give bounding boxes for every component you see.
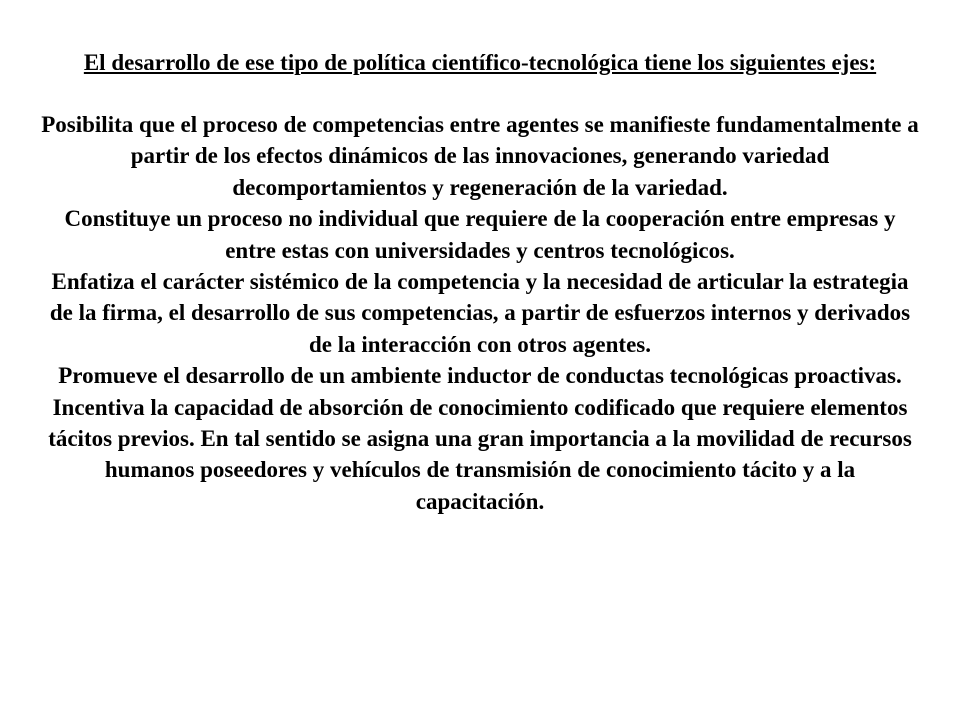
slide-body xyxy=(40,109,920,517)
body-paragraph-1: Posibilita que el proceso de competencias entre agentes se manifieste fundamentalmente a partir de los efectos dinámicos de las innovaciones, generando variedad decomportamientos y regeneración de la variedad. xyxy=(41,112,919,200)
body-paragraph-5: Incentiva la capacidad de absorción de conocimiento codificado que requiere elementos tácitos previos. En tal sentido se asigna una gran importancia a la movilidad de recursos humanos poseedores y vehículos de transmisión de conocimiento tácito y a la capacitación. xyxy=(48,394,912,514)
slide-title: El desarrollo de ese tipo de política científico-tecnológica tiene los siguientes ejes: xyxy=(83,50,877,75)
body-paragraph-2: Constituye un proceso no individual que requiere de la cooperación entre empresas y entre estas con universidades y centros tecnológicos. xyxy=(64,206,896,263)
body-paragraph-4: Promueve el desarrollo de un ambiente inductor de conductas tecnológicas proactivas. xyxy=(58,363,902,389)
slide-content xyxy=(40,48,920,517)
body-paragraph-3: Enfatiza el carácter sistémico de la competencia y la necesidad de articular la estrategia de la firma, el desarrollo de sus competencias, a partir de esfuerzos internos y derivados de la interacción con otros agentes. xyxy=(49,269,911,357)
